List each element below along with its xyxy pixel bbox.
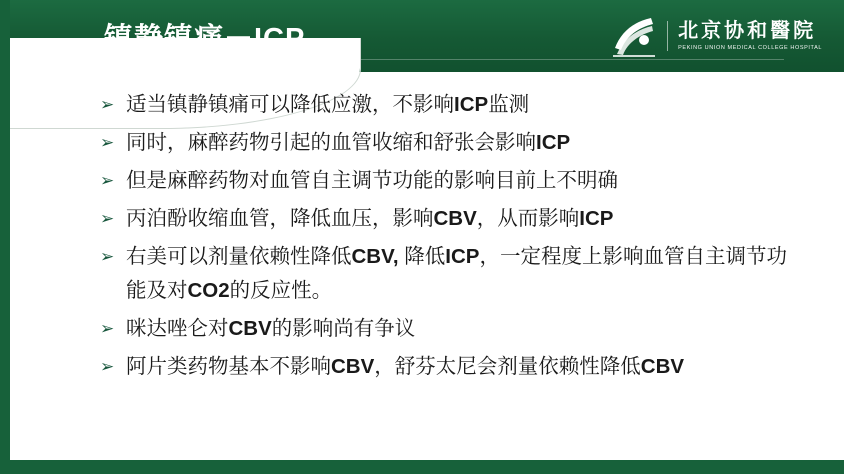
- bullet-arrow-icon: ➢: [100, 247, 115, 267]
- bullet-arrow-icon: ➢: [100, 171, 115, 191]
- bullet-arrow-icon: ➢: [100, 133, 115, 153]
- list-item: [100, 350, 800, 384]
- list-item: [100, 164, 800, 198]
- list-item-text: 适当镇静镇痛可以降低应激，不影响ICP监测: [126, 93, 530, 116]
- list-item-text: 但是麻醉药物对血管自主调节功能的影响目前上不明确: [126, 169, 618, 192]
- bullet-arrow-icon: ➢: [100, 95, 115, 115]
- bullet-arrow-icon: ➢: [100, 357, 115, 377]
- slide-footer-bar: [0, 460, 844, 474]
- list-item: [100, 88, 800, 122]
- hospital-logo-text: [667, 21, 822, 52]
- left-edge-accent-lower: [0, 72, 7, 474]
- bullet-list: [100, 88, 800, 388]
- list-item: [100, 202, 800, 236]
- bullet-arrow-icon: ➢: [100, 209, 115, 229]
- list-item-text: 咪达唑仑对CBV的影响尚有争议: [126, 317, 416, 340]
- hospital-logo-mark-icon: [611, 14, 657, 58]
- list-item: [100, 312, 800, 346]
- hospital-name-cn: 北京协和醫院: [678, 19, 817, 42]
- hospital-name-en: PEKING UNION MEDICAL COLLEGE HOSPITAL: [678, 44, 822, 51]
- list-item: [100, 126, 800, 160]
- list-item: [100, 240, 800, 308]
- list-item-text: 同时，麻醉药物引起的血管收缩和舒张会影响ICP: [126, 131, 571, 154]
- bullet-arrow-icon: ➢: [100, 319, 115, 339]
- list-item-text: 丙泊酚收缩血管，降低血压，影响CBV，从而影响ICP: [126, 207, 614, 230]
- hospital-logo: [611, 12, 822, 60]
- list-item-text: 阿片类药物基本不影响CBV，舒芬太尼会剂量依赖性降低CBV: [126, 355, 685, 378]
- list-item-text: 右美可以剂量依赖性降低CBV, 降低ICP，一定程度上影响血管自主调节功能及对CO2的反应性。: [126, 245, 787, 302]
